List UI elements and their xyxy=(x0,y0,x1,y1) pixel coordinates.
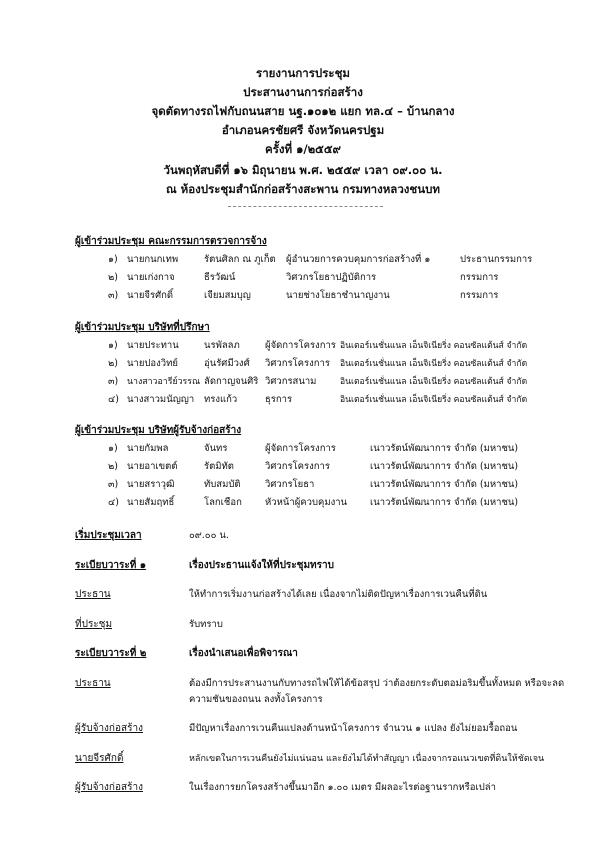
report-title: รายงานการประชุม xyxy=(256,66,350,80)
attendee-number: ๑) xyxy=(108,443,118,454)
minute-text: ในเรื่องการยกโครงสร้างขึ้นมาอีก ๑.๐๐ เมตร มีผลอะไรต่อฐานรากหรือเปล่า xyxy=(189,782,496,793)
agenda-1-title: เรื่องประธานแจ้งให้ที่ประชุมทราบ xyxy=(189,560,334,571)
minute-text: มีปัญหาเรื่องการเวนคืนแปลงด้านหน้าโครงการ จำนวน ๑ แปลง ยังไม่ยอมรื้อถอน xyxy=(189,723,518,734)
attendee-position: ผู้จัดการโครงการ xyxy=(265,443,336,454)
attendee-first-name: นายอาเขตต์ xyxy=(127,461,178,472)
attendee-role: กรรมการ xyxy=(460,290,499,301)
attendee-number: ๔) xyxy=(108,394,119,405)
attendee-number: ๒) xyxy=(108,461,118,472)
attendee-position: ธุรการ xyxy=(265,394,293,405)
attendee-number: ๒) xyxy=(108,358,118,369)
attendee-position: วิศวกรโยธา xyxy=(265,479,315,490)
attendee-company: เนาวรัตน์พัฒนาการ จำกัด (มหาชน) xyxy=(370,443,519,454)
minute-text: รับทราบ xyxy=(189,619,223,630)
attendee-first-name: นายปองวิทย์ xyxy=(127,358,178,369)
speaker-label: ประธาน xyxy=(75,678,111,689)
minute-text: หลักเขตในการเวนคืนยังไม่แน่นอน และยังไม่ได้ทำสัญญา เนื่องจากรอแนวเขตที่ดินให้ชัดเจน xyxy=(189,754,545,764)
attendee-company: เนาวรัตน์พัฒนาการ จำกัด (มหาชน) xyxy=(370,461,519,472)
attendee-last-name: รัตนศิลก ณ ภูเก็ต xyxy=(204,254,276,265)
attendee-last-name: ทรงแก้ว xyxy=(204,394,238,405)
attendee-number: ๓) xyxy=(108,290,119,301)
attendee-last-name: นรพัลลภ xyxy=(204,340,240,351)
attendee-position: นายช่างโยธาชำนาญงาน xyxy=(286,290,390,301)
attendee-first-name: นายเก่งกาจ xyxy=(127,272,175,283)
attendee-first-name: นายจีรศักดิ์ xyxy=(127,290,174,301)
attendee-company: เนาวรัตน์พัฒนาการ จำกัด (มหาชน) xyxy=(370,497,519,508)
attendee-position: วิศวกรโครงการ xyxy=(265,358,330,369)
minute-text-continued: ความชันของถนน ลงทั้งโครงการ xyxy=(189,694,323,705)
speaker-label: ประธาน xyxy=(75,589,111,600)
attendee-last-name: อุ่นรัศมีวงศ์ xyxy=(204,358,250,369)
attendee-position: วิศวกรสนาม xyxy=(265,376,317,387)
project-location: อำเภอนครชัยศรี จังหวัดนครปฐม xyxy=(221,123,385,137)
speaker-label: ที่ประชุม xyxy=(75,619,113,630)
attendee-number: ๑) xyxy=(108,254,118,265)
attendee-first-name: นายสัมฤทธิ์ xyxy=(127,497,175,508)
attendee-first-name: นายกัมพล xyxy=(127,443,169,454)
agenda-1-label: ระเบียบวาระที่ ๑ xyxy=(75,560,147,571)
attendee-role: กรรมการ xyxy=(460,272,499,283)
attendee-number: ๔) xyxy=(108,497,119,508)
attendee-number: ๑) xyxy=(108,340,118,351)
agenda-2-title: เรื่องนำเสนอเพื่อพิจารณา xyxy=(189,648,298,659)
speaker-label: ผู้รับจ้างก่อสร้าง xyxy=(75,782,143,793)
attendee-position: วิศวกรโครงการ xyxy=(265,461,330,472)
attendee-company: อินเตอร์เนชั่นแนล เอ็นจิเนียริ่ง คอนซัลแต้นส์ จำกัด xyxy=(340,341,528,351)
minute-text: ต้องมีการประสานงานกับทางรถไฟให้ได้ข้อสรุป ว่าต้องยกระดับตอม่อริมขึ้นทั้งหมด หรือจะลด xyxy=(189,678,565,689)
attendee-first-name: นายกนกเทพ xyxy=(127,254,179,265)
meeting-venue: ณ ห้องประชุมสำนักก่อสร้างสะพาน กรมทางหลวงชนบท xyxy=(166,182,440,196)
attendee-last-name: โลกเชือก xyxy=(204,497,242,508)
agenda-2-label: ระเบียบวาระที่ ๒ xyxy=(75,648,147,659)
meeting-datetime: วันพฤหัสบดีที่ ๑๖ มิถุนายน พ.ศ. ๒๕๕๙ เวลา ๐๙.๐๐ น. xyxy=(163,163,443,177)
section-heading-consultants: ผู้เข้าร่วมประชุม บริษัทที่ปรึกษา xyxy=(75,322,210,333)
attendee-last-name: เจียมสมบุญ xyxy=(204,290,251,301)
attendee-last-name: รัตมิทัต xyxy=(204,461,234,472)
attendee-last-name: จันทร xyxy=(204,443,228,454)
attendee-company: อินเตอร์เนชั่นแนล เอ็นจิเนียริ่ง คอนซัลแต้นส์ จำกัด xyxy=(340,377,528,387)
attendee-last-name: ลัดกาญจนศิริ xyxy=(204,376,259,387)
attendee-first-name: นายประทาน xyxy=(127,340,179,351)
section-heading-committee: ผู้เข้าร่วมประชุม คณะกรรมการตรวจการจ้าง xyxy=(75,236,267,247)
attendee-company: เนาวรัตน์พัฒนาการ จำกัด (มหาชน) xyxy=(370,479,519,490)
attendee-company: อินเตอร์เนชั่นแนล เอ็นจิเนียริ่ง คอนซัลแต้นส์ จำกัด xyxy=(340,395,528,405)
attendee-first-name: นางสาวอารีย์วรรณ xyxy=(127,377,201,387)
attendee-position: ผู้อำนวยการควบคุมการก่อสร้างที่ ๑ xyxy=(286,254,431,265)
attendee-last-name: ธีรวัฒน์ xyxy=(204,272,236,283)
header-separator xyxy=(228,206,383,207)
attendee-first-name: นายสราวุฒิ xyxy=(127,479,175,490)
minute-text: ให้ทำการเริ่มงานก่อสร้างได้เลย เนื่องจากไม่ติดปัญหาเรื่องการเวนคืนที่ดิน xyxy=(189,589,488,600)
section-heading-contractor: ผู้เข้าร่วมประชุม บริษัทผู้รับจ้างก่อสร้าง xyxy=(75,425,242,436)
meeting-number: ครั้งที่ ๑/๒๕๕๙ xyxy=(265,142,341,156)
attendee-number: ๓) xyxy=(108,376,119,387)
attendee-position: ผู้จัดการโครงการ xyxy=(265,340,336,351)
project-name: จุดตัดทางรถไฟกับถนนสาย นฐ.๑๐๑๒ แยก ทล.๔ – บ้านกลาง xyxy=(151,104,455,118)
attendee-company: อินเตอร์เนชั่นแนล เอ็นจิเนียริ่ง คอนซัลแต้นส์ จำกัด xyxy=(340,359,528,369)
attendee-number: ๓) xyxy=(108,479,119,490)
meeting-start-label: เริ่มประชุมเวลา xyxy=(75,530,142,541)
attendee-role: ประธานกรรมการ xyxy=(460,254,533,265)
attendee-number: ๒) xyxy=(108,272,118,283)
attendee-position: วิศวกรโยธาปฏิบัติการ xyxy=(286,272,377,283)
attendee-last-name: ทับสมบัติ xyxy=(204,479,241,490)
speaker-label: นายจีรศักดิ์ xyxy=(75,753,124,764)
report-subtitle: ประสานงานการก่อสร้าง xyxy=(243,85,363,99)
speaker-label: ผู้รับจ้างก่อสร้าง xyxy=(75,723,143,734)
meeting-start-time: ๐๙.๐๐ น. xyxy=(189,530,229,541)
attendee-position: หัวหน้าผู้ควบคุมงาน xyxy=(265,497,348,508)
attendee-first-name: นางสาวมนัญญา xyxy=(127,394,195,405)
